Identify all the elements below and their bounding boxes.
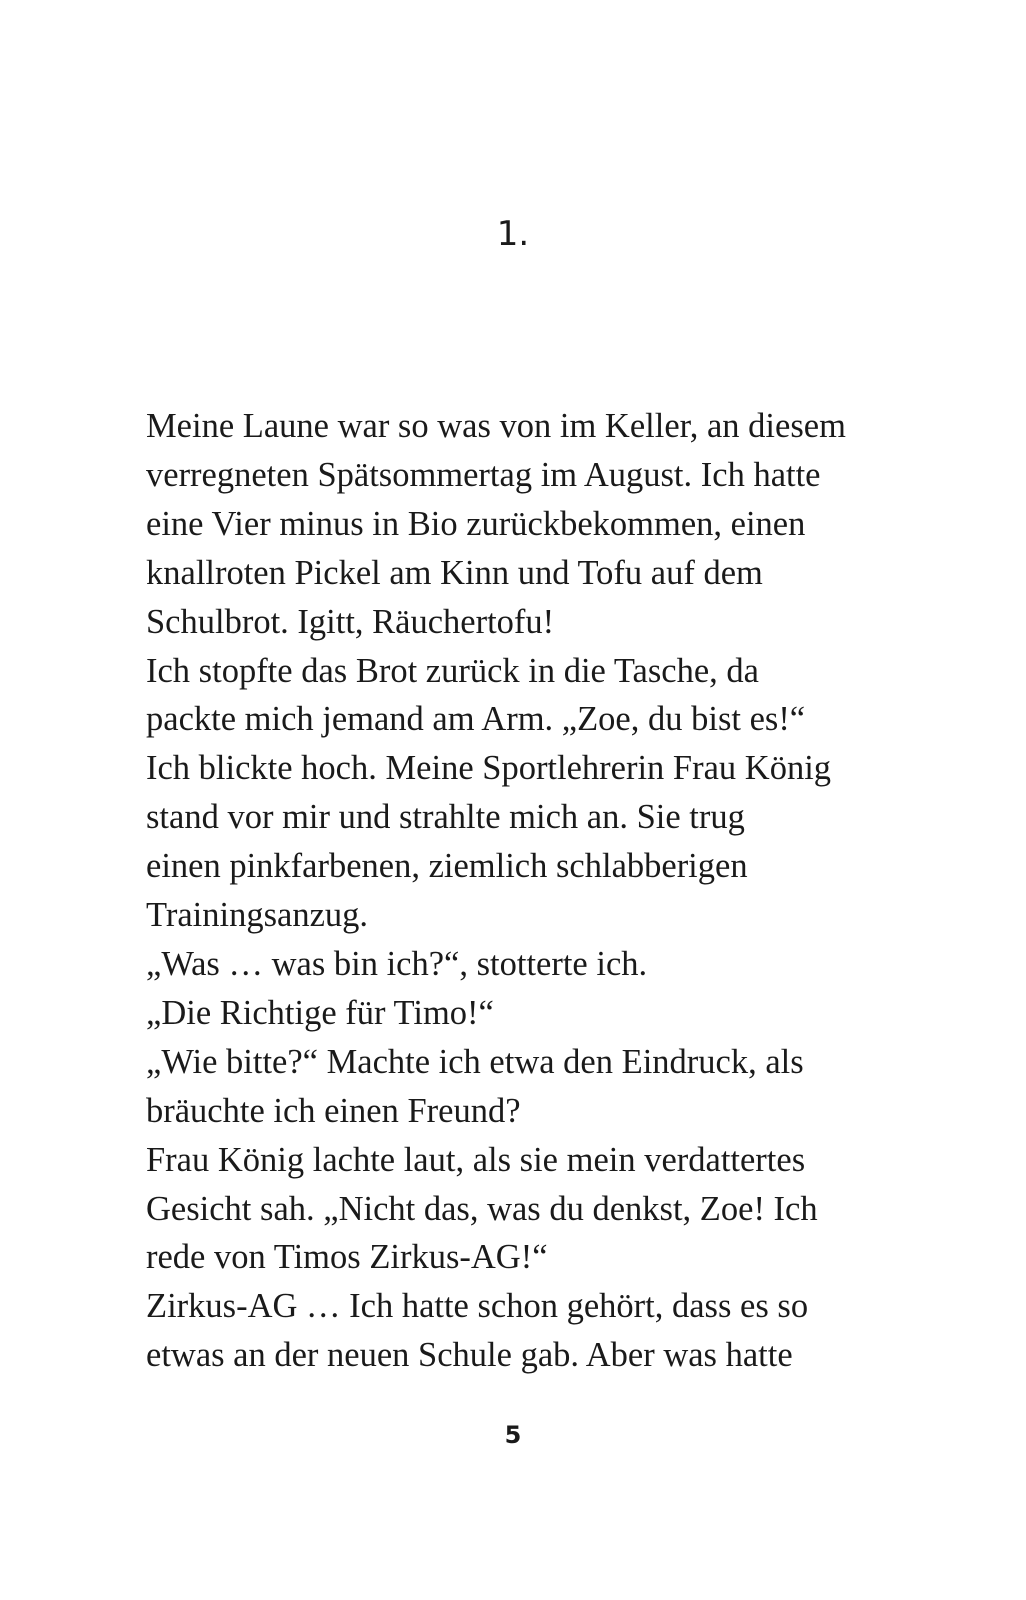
text-line: Gesicht sah. „Nicht das, was du denkst, Zoe! Ich bbox=[146, 1189, 818, 1228]
body-text bbox=[146, 402, 906, 1380]
text-line: packte mich jemand am Arm. „Zoe, du bist es!“ bbox=[146, 700, 806, 739]
text-line: bräuchte ich einen Freund? bbox=[146, 1091, 521, 1130]
text-line: Frau König lachte laut, als sie mein verdattertes bbox=[146, 1140, 806, 1179]
text-line: Meine Laune war so was von im Keller, an diesem bbox=[146, 407, 846, 445]
text-line: Trainingsanzug. bbox=[146, 896, 369, 935]
text-line: rede von Timos Zirkus-AG!“ bbox=[146, 1238, 548, 1277]
text-line: Schulbrot. Igitt, Räuchertofu! bbox=[146, 602, 555, 641]
text-line: eine Vier minus in Bio zurückbekommen, einen bbox=[146, 504, 806, 543]
text-line: „Wie bitte?“ Machte ich etwa den Eindruck, als bbox=[146, 1042, 804, 1081]
chapter-number: 1. bbox=[496, 214, 530, 254]
text-line: Ich blickte hoch. Meine Sportlehrerin Frau König bbox=[146, 749, 832, 788]
text-line: etwas an der neuen Schule gab. Aber was hatte bbox=[146, 1336, 793, 1375]
text-line: stand vor mir und strahlte mich an. Sie trug bbox=[146, 798, 745, 837]
text-line: „Die Richtige für Timo!“ bbox=[146, 993, 494, 1032]
text-line: Zirkus-AG … Ich hatte schon gehört, dass es so bbox=[146, 1287, 809, 1326]
page-number: 5 bbox=[504, 1421, 522, 1449]
text-line: „Was … was bin ich?“, stotterte ich. bbox=[146, 944, 648, 983]
text-line: einen pinkfarbenen, ziemlich schlabberigen bbox=[146, 847, 748, 886]
text-line: verregneten Spätsommertag im August. Ich hatte bbox=[146, 455, 821, 494]
text-line: knallroten Pickel am Kinn und Tofu auf dem bbox=[146, 553, 763, 592]
text-line: Ich stopfte das Brot zurück in die Tasche, da bbox=[146, 651, 759, 690]
